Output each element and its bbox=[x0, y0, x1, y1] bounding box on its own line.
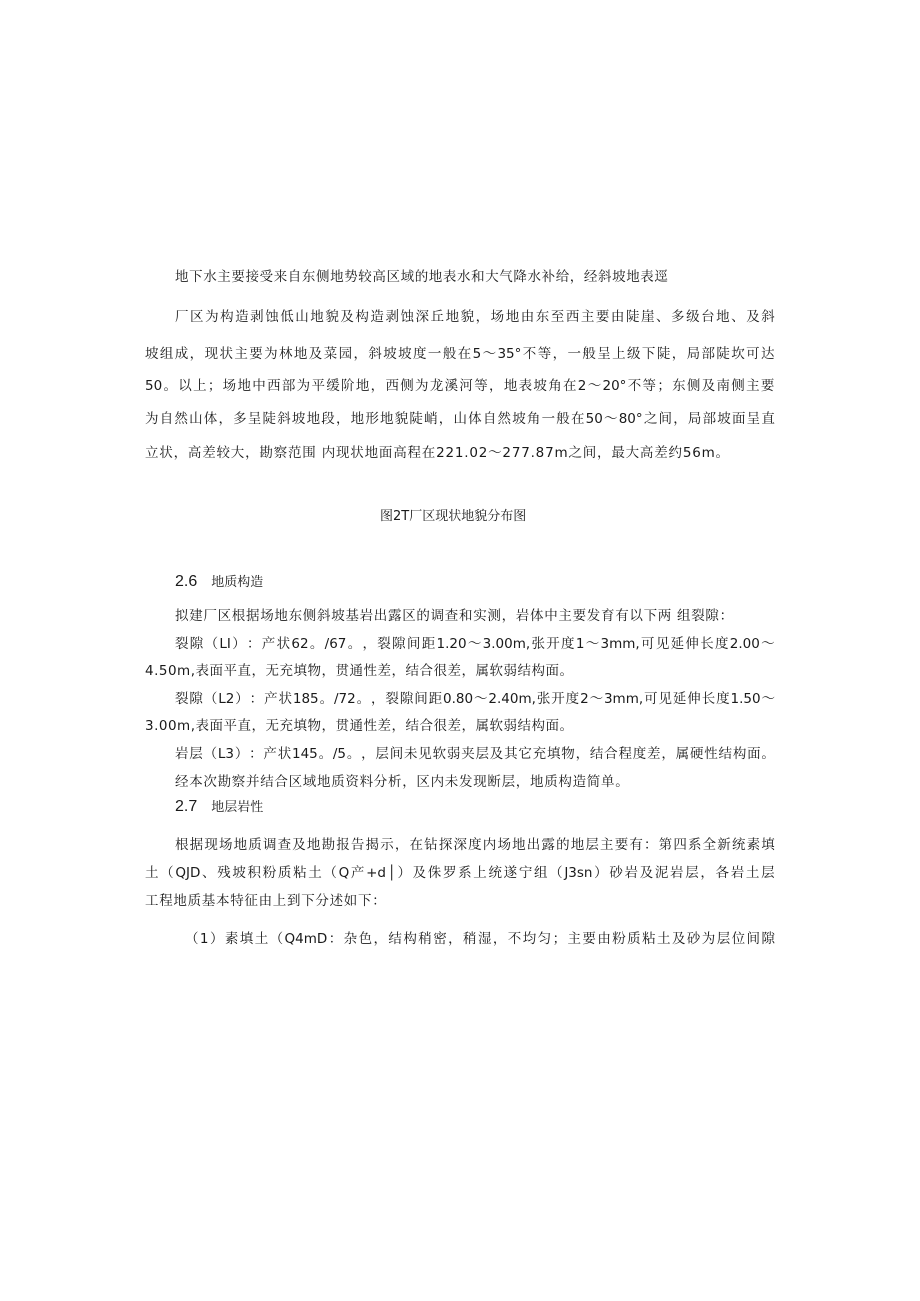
terrain-line: 立状，高差较大，勘察范围 内现状地面高程在221.02～277.87m之间，最大高差约56m。 bbox=[145, 445, 730, 461]
section-title: 地层岩性 bbox=[211, 800, 264, 815]
terrain-line: 50 。 以 上 ； 场 地 中 西 部 为 平 缓 阶 地 ， 西 侧 为 龙 溪 河 等 ， 地 表 坡 角 在 2 ～ 20° 不 等 ； 东 侧 及 南 侧 主 要 bbox=[145, 378, 775, 394]
section-title: 地质构造 bbox=[211, 575, 264, 590]
paragraph-line: 根 据 现 场 地 质 调 查 及 地 勘 报 告 揭 示 ， 在 钻 探 深 度 内 场 地 出 露 的 地 层 主 要 有 ： 第 四 系 全 新 统 素 填 bbox=[175, 837, 775, 853]
section-number: 2.7 bbox=[175, 798, 198, 815]
paragraph-line: （ 1 ） 素 填 土 （ Q4mD ： 杂 色 ， 结 构 稍 密 ， 稍 湿 ， 不 均 匀 ； 主 要 由 粉 质 粘 土 及 砂 为 层 位 间 隙 bbox=[185, 931, 775, 947]
paragraph-line: 裂 隙 （ LI ） ： 产 状 62 。 /67 。 ， 裂 隙 间 距 1.20 ～ 3.00m, 张 开 度 1 ～ 3mm, 可 见 延 伸 长 度 2.00 ～ bbox=[175, 636, 775, 652]
terrain-line: 厂 区 为 构 造 剥 蚀 低 山 地 貌 及 构 造 剥 蚀 深 丘 地 貌 ， 场 地 由 东 至 西 主 要 由 陡 崖 、 多 级 台 地 、 及 斜 bbox=[175, 309, 775, 325]
section-heading-2-6 bbox=[175, 573, 263, 592]
terrain-line: 为 自 然 山 体 ， 多 呈 陡 斜 坡 地 段 ， 地 形 地 貌 陡 峭 ， 山 体 自 然 坡 角 一 般 在 50 ～ 80° 之 间 ， 局 部 坡 面 呈 直 bbox=[145, 411, 775, 427]
groundwater-text: 地下水主要接受来自东侧地势较高区域的地表水和大气降水补给，经斜坡地表逕 bbox=[175, 269, 669, 285]
section-number: 2.6 bbox=[175, 573, 198, 590]
terrain-line: 坡 组 成 ， 现 状 主 要 为 林 地 及 菜 园 ， 斜 坡 坡 度 一 般 在 5 ～ 35° 不 等 ， 一 般 呈 上 级 下 陡 ， 局 部 陡 坎 可 达 bbox=[145, 346, 775, 362]
paragraph-line: 3.00m,表面平直，无充填物，贯通性差，结合很差，属软弱结构面。 bbox=[145, 718, 574, 734]
figure-caption: 图2T厂区现状地貌分布图 bbox=[380, 509, 527, 524]
paragraph-line: 裂 隙 （ L2 ） ： 产 状 185 。 /72 。 ， 裂 隙 间 距 0.80 ～ 2.40m, 张 开 度 2 ～ 3mm, 可 见 延 伸 长 度 1.50 ～ bbox=[175, 691, 775, 707]
section-heading-2-7 bbox=[175, 798, 263, 817]
paragraph-line: 岩 层 （ L3 ） ： 产 状 145 。 /5 。 ， 层 间 未 见 软 弱 夹 层 及 其 它 充 填 物 ， 结 合 程 度 差 ， 属 硬 性 结 构 面 。 bbox=[175, 746, 775, 762]
paragraph-line: 经本次勘察并结合区域地质资料分析，区内未发现断层，地质构造简单。 bbox=[175, 774, 630, 790]
paragraph-line: 土 （ QJD 、 残 坡 积 粉 质 粘 土 （ Q 产 +d │ ） 及 侏 罗 系 上 统 遂 宁 组 （ J3sn ） 砂 岩 及 泥 岩 层 ， 各 岩 土 层 bbox=[145, 865, 775, 881]
paragraph-line: 拟建厂区根据场地东侧斜坡基岩出露区的调查和实测，岩体中主要发育有以下两 组裂隙： bbox=[175, 608, 734, 624]
paragraph-line: 工程地质基本特征由上到下分述如下： bbox=[145, 893, 387, 909]
paragraph-line: 4.50m,表面平直，无充填物，贯通性差，结合很差，属软弱结构面。 bbox=[145, 663, 574, 679]
